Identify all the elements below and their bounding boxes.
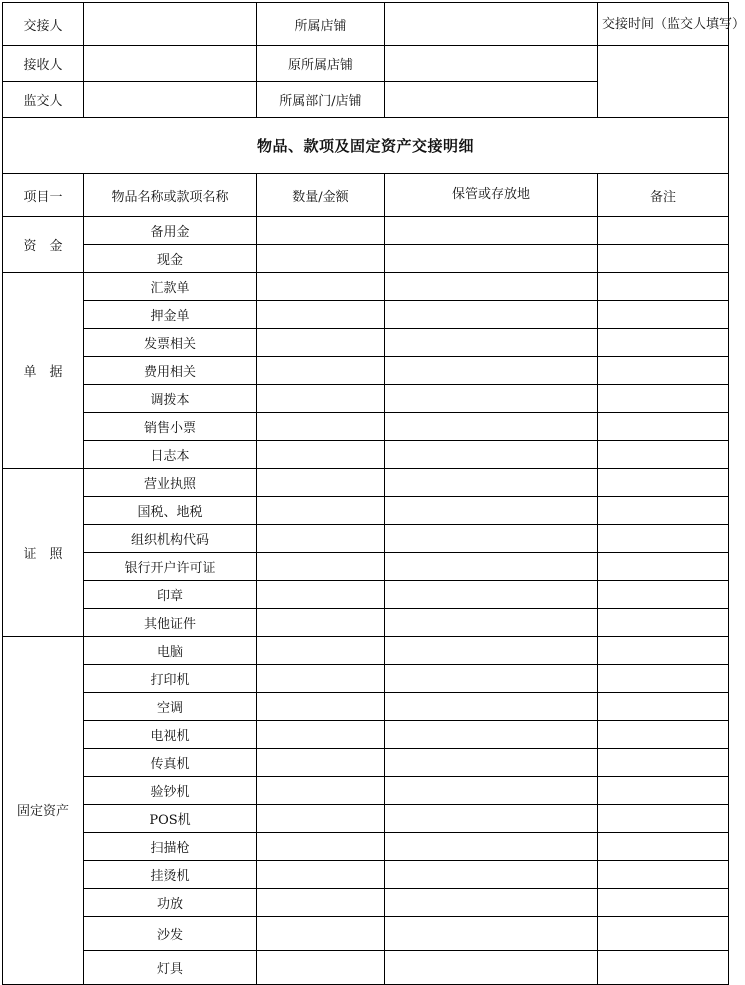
remark-cell[interactable] bbox=[598, 889, 729, 917]
quantity-cell[interactable] bbox=[257, 441, 385, 469]
store-label: 所属店铺 bbox=[257, 3, 385, 46]
location-cell[interactable] bbox=[385, 609, 598, 637]
column-header-category: 项目一 bbox=[3, 174, 84, 217]
quantity-cell[interactable] bbox=[257, 329, 385, 357]
table-row bbox=[3, 609, 729, 637]
quantity-cell[interactable] bbox=[257, 805, 385, 833]
remark-cell[interactable] bbox=[598, 665, 729, 693]
section-title-row bbox=[3, 118, 729, 174]
table-row bbox=[3, 245, 729, 273]
remark-cell[interactable] bbox=[598, 385, 729, 413]
item-name-cell: 银行开户许可证 bbox=[84, 553, 257, 581]
item-name-cell: 沙发 bbox=[84, 917, 257, 951]
item-name-cell: 打印机 bbox=[84, 665, 257, 693]
location-cell[interactable] bbox=[385, 951, 598, 985]
quantity-cell[interactable] bbox=[257, 749, 385, 777]
table-row bbox=[3, 301, 729, 329]
table-row bbox=[3, 497, 729, 525]
table-row bbox=[3, 721, 729, 749]
table-row bbox=[3, 917, 729, 951]
handover-person-field[interactable] bbox=[84, 3, 257, 46]
item-name-cell: 调拨本 bbox=[84, 385, 257, 413]
remark-cell[interactable] bbox=[598, 273, 729, 301]
remark-cell[interactable] bbox=[598, 469, 729, 497]
item-name-cell: 组织机构代码 bbox=[84, 525, 257, 553]
quantity-cell[interactable] bbox=[257, 301, 385, 329]
quantity-cell[interactable] bbox=[257, 273, 385, 301]
remark-cell[interactable] bbox=[598, 525, 729, 553]
quantity-cell[interactable] bbox=[257, 861, 385, 889]
table-row bbox=[3, 581, 729, 609]
location-cell[interactable] bbox=[385, 805, 598, 833]
table-row bbox=[3, 469, 729, 497]
location-cell[interactable] bbox=[385, 413, 598, 441]
remark-cell[interactable] bbox=[598, 245, 729, 273]
remark-cell[interactable] bbox=[598, 413, 729, 441]
location-cell[interactable] bbox=[385, 637, 598, 665]
remark-cell[interactable] bbox=[598, 693, 729, 721]
item-name-cell: 押金单 bbox=[84, 301, 257, 329]
handover-time-field[interactable] bbox=[598, 46, 729, 118]
table-row bbox=[3, 329, 729, 357]
quantity-cell[interactable] bbox=[257, 217, 385, 245]
item-name-cell: 电视机 bbox=[84, 721, 257, 749]
remark-cell[interactable] bbox=[598, 357, 729, 385]
original-store-field[interactable] bbox=[385, 46, 598, 82]
quantity-cell[interactable] bbox=[257, 693, 385, 721]
remark-cell[interactable] bbox=[598, 777, 729, 805]
receiver-label: 接收人 bbox=[3, 46, 84, 82]
table-row bbox=[3, 553, 729, 581]
quantity-cell[interactable] bbox=[257, 889, 385, 917]
item-name-cell: POS机 bbox=[84, 805, 257, 833]
item-name-cell: 其他证件 bbox=[84, 609, 257, 637]
location-cell[interactable] bbox=[385, 497, 598, 525]
remark-cell[interactable] bbox=[598, 721, 729, 749]
department-store-label: 所属部门/店铺 bbox=[257, 82, 385, 118]
table-row bbox=[3, 777, 729, 805]
location-cell[interactable] bbox=[385, 721, 598, 749]
category-cell: 单 据 bbox=[3, 273, 84, 469]
quantity-cell[interactable] bbox=[257, 951, 385, 985]
item-name-cell: 传真机 bbox=[84, 749, 257, 777]
location-cell[interactable] bbox=[385, 357, 598, 385]
table-row bbox=[3, 525, 729, 553]
quantity-cell[interactable] bbox=[257, 777, 385, 805]
category-cell: 证 照 bbox=[3, 469, 84, 637]
handover-person-label: 交接人 bbox=[3, 3, 84, 46]
item-name-cell: 灯具 bbox=[84, 951, 257, 985]
quantity-cell[interactable] bbox=[257, 357, 385, 385]
remark-cell[interactable] bbox=[598, 833, 729, 861]
location-cell[interactable] bbox=[385, 217, 598, 245]
item-name-cell: 营业执照 bbox=[84, 469, 257, 497]
column-header-item-name: 物品名称或款项名称 bbox=[84, 174, 257, 217]
table-row bbox=[3, 273, 729, 301]
detail-rows bbox=[3, 217, 729, 985]
location-cell[interactable] bbox=[385, 749, 598, 777]
item-name-cell: 验钞机 bbox=[84, 777, 257, 805]
remark-cell[interactable] bbox=[598, 917, 729, 951]
section-title: 物品、款项及固定资产交接明细 bbox=[3, 118, 729, 174]
item-name-cell: 现金 bbox=[84, 245, 257, 273]
quantity-cell[interactable] bbox=[257, 609, 385, 637]
receiver-field[interactable] bbox=[84, 46, 257, 82]
quantity-cell[interactable] bbox=[257, 833, 385, 861]
item-name-cell: 国税、地税 bbox=[84, 497, 257, 525]
location-cell[interactable] bbox=[385, 469, 598, 497]
store-field[interactable] bbox=[385, 3, 598, 46]
location-cell[interactable] bbox=[385, 777, 598, 805]
quantity-cell[interactable] bbox=[257, 385, 385, 413]
column-header-quantity: 数量/金额 bbox=[257, 174, 385, 217]
table-row bbox=[3, 217, 729, 245]
location-cell[interactable] bbox=[385, 833, 598, 861]
item-name-cell: 电脑 bbox=[84, 637, 257, 665]
location-cell[interactable] bbox=[385, 273, 598, 301]
location-cell[interactable] bbox=[385, 665, 598, 693]
item-name-cell: 扫描枪 bbox=[84, 833, 257, 861]
location-cell[interactable] bbox=[385, 441, 598, 469]
column-header-location: 保管或存放地 bbox=[385, 174, 598, 217]
location-cell[interactable] bbox=[385, 889, 598, 917]
location-cell[interactable] bbox=[385, 329, 598, 357]
location-cell[interactable] bbox=[385, 301, 598, 329]
remark-cell[interactable] bbox=[598, 497, 729, 525]
table-row bbox=[3, 951, 729, 985]
item-name-cell: 挂烫机 bbox=[84, 861, 257, 889]
remark-cell[interactable] bbox=[598, 581, 729, 609]
item-name-cell: 销售小票 bbox=[84, 413, 257, 441]
table-row bbox=[3, 749, 729, 777]
column-header-remark: 备注 bbox=[598, 174, 729, 217]
remark-cell[interactable] bbox=[598, 951, 729, 985]
quantity-cell[interactable] bbox=[257, 553, 385, 581]
item-name-cell: 空调 bbox=[84, 693, 257, 721]
item-name-cell: 备用金 bbox=[84, 217, 257, 245]
location-cell[interactable] bbox=[385, 553, 598, 581]
quantity-cell[interactable] bbox=[257, 525, 385, 553]
category-cell: 资 金 bbox=[3, 217, 84, 273]
item-name-cell: 发票相关 bbox=[84, 329, 257, 357]
header-row-handover bbox=[3, 3, 729, 46]
quantity-cell[interactable] bbox=[257, 721, 385, 749]
department-store-field[interactable] bbox=[385, 82, 598, 118]
category-cell: 固定资产 bbox=[3, 637, 84, 985]
item-name-cell: 费用相关 bbox=[84, 357, 257, 385]
remark-cell[interactable] bbox=[598, 861, 729, 889]
remark-cell[interactable] bbox=[598, 441, 729, 469]
location-cell[interactable] bbox=[385, 385, 598, 413]
location-cell[interactable] bbox=[385, 245, 598, 273]
supervisor-field[interactable] bbox=[84, 82, 257, 118]
quantity-cell[interactable] bbox=[257, 917, 385, 951]
location-cell[interactable] bbox=[385, 917, 598, 951]
table-row bbox=[3, 665, 729, 693]
item-name-cell: 功放 bbox=[84, 889, 257, 917]
quantity-cell[interactable] bbox=[257, 413, 385, 441]
remark-cell[interactable] bbox=[598, 301, 729, 329]
location-cell[interactable] bbox=[385, 581, 598, 609]
table-row bbox=[3, 413, 729, 441]
location-cell[interactable] bbox=[385, 861, 598, 889]
table-row bbox=[3, 805, 729, 833]
quantity-cell[interactable] bbox=[257, 469, 385, 497]
quantity-cell[interactable] bbox=[257, 637, 385, 665]
table-row bbox=[3, 861, 729, 889]
table-row bbox=[3, 693, 729, 721]
handover-time-label: 交接时间（监交人填写） bbox=[598, 3, 729, 46]
remark-cell[interactable] bbox=[598, 217, 729, 245]
item-name-cell: 印章 bbox=[84, 581, 257, 609]
quantity-cell[interactable] bbox=[257, 497, 385, 525]
quantity-cell[interactable] bbox=[257, 665, 385, 693]
remark-cell[interactable] bbox=[598, 805, 729, 833]
remark-cell[interactable] bbox=[598, 553, 729, 581]
table-row bbox=[3, 357, 729, 385]
location-cell[interactable] bbox=[385, 693, 598, 721]
remark-cell[interactable] bbox=[598, 637, 729, 665]
table-row bbox=[3, 637, 729, 665]
item-name-cell: 日志本 bbox=[84, 441, 257, 469]
remark-cell[interactable] bbox=[598, 749, 729, 777]
location-cell[interactable] bbox=[385, 525, 598, 553]
supervisor-label: 监交人 bbox=[3, 82, 84, 118]
column-header-row bbox=[3, 174, 729, 217]
table-row bbox=[3, 889, 729, 917]
table-row bbox=[3, 441, 729, 469]
quantity-cell[interactable] bbox=[257, 245, 385, 273]
original-store-label: 原所属店铺 bbox=[257, 46, 385, 82]
remark-cell[interactable] bbox=[598, 609, 729, 637]
handover-form bbox=[2, 2, 745, 985]
table-row bbox=[3, 385, 729, 413]
remark-cell[interactable] bbox=[598, 329, 729, 357]
item-name-cell: 汇款单 bbox=[84, 273, 257, 301]
header-row-receiver bbox=[3, 46, 729, 82]
quantity-cell[interactable] bbox=[257, 581, 385, 609]
table-row bbox=[3, 833, 729, 861]
